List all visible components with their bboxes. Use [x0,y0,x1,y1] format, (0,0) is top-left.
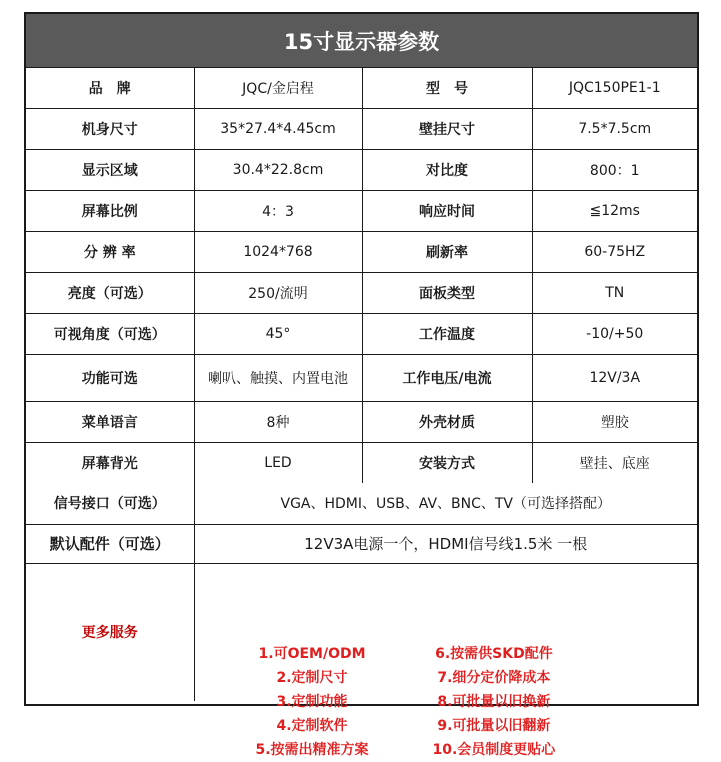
spec-table [26,68,697,759]
services-cell [194,563,697,759]
spec-value: 45° [194,313,362,354]
spec-row [26,442,697,483]
spec-label: 显示区域 [26,149,194,190]
spec-label: 面板类型 [362,272,532,313]
spec-value: 800：1 [532,149,697,190]
spec-label: 工作温度 [362,313,532,354]
service-item: 7.细分定价降成本 [437,670,551,687]
spec-value: -10/+50 [532,313,697,354]
service-item: 9.可批量以旧翻新 [437,718,551,735]
spec-value: 1024*768 [194,231,362,272]
service-item: 2.定制尺寸 [276,670,348,687]
spec-label: 亮度（可选） [26,272,194,313]
service-item: 6.按需供SKD配件 [435,646,553,663]
spec-label: 对比度 [362,149,532,190]
spec-row [26,272,697,313]
spec-value: 250/流明 [194,272,362,313]
spec-value: 4：3 [194,190,362,231]
service-item: 10.会员制度更贴心 [432,742,556,759]
spec-label: 壁挂尺寸 [362,108,532,149]
spec-label: 刷新率 [362,231,532,272]
spec-label: 机身尺寸 [26,108,194,149]
spec-label: 外壳材质 [362,401,532,442]
spec-row [26,401,697,442]
accessories-label: 默认配件（可选） [26,524,194,563]
spec-row [26,68,697,108]
accessories-value: 12V3A电源一个，HDMI信号线1.5米 一根 [194,524,697,563]
spec-label: 可视角度（可选） [26,313,194,354]
services-left-list [256,642,369,762]
spec-label: 型 号 [362,68,532,108]
spec-value: 壁挂、底座 [532,442,697,483]
spec-label: 响应时间 [362,190,532,231]
spec-value: 60-75HZ [532,231,697,272]
services-right-list [433,642,556,762]
signal-value: VGA、HDMI、USB、AV、BNC、TV（可选择搭配） [194,483,697,524]
spec-value: 30.4*22.8cm [194,149,362,190]
service-item: 1.可OEM/ODM [258,646,366,663]
spec-label: 分 辨 率 [26,231,194,272]
spec-value: 塑胶 [532,401,697,442]
signal-label: 信号接口（可选） [26,483,194,524]
spec-sheet [24,12,699,759]
spec-row [26,313,697,354]
service-item: 8.可批量以旧换新 [437,694,551,711]
spec-label: 屏幕背光 [26,442,194,483]
signal-row [26,483,697,524]
accessories-row [26,524,697,563]
spec-row [26,354,697,401]
spec-row [26,231,697,272]
spec-value: 喇叭、触摸、内置电池 [194,354,362,401]
spec-label: 屏幕比例 [26,190,194,231]
spec-value: TN [532,272,697,313]
services-row [26,563,697,701]
spec-value: LED [194,442,362,483]
spec-label: 品 牌 [26,68,194,108]
spec-value: 7.5*7.5cm [532,108,697,149]
service-item: 5.按需出精准方案 [255,742,369,759]
spec-value: 35*27.4*4.45cm [194,108,362,149]
spec-row [26,108,697,149]
services-label: 更多服务 [26,563,194,701]
service-item: 4.定制软件 [276,718,348,735]
spec-row [26,190,697,231]
spec-value: 12V/3A [532,354,697,401]
spec-value: 8种 [194,401,362,442]
spec-label: 安装方式 [362,442,532,483]
sheet-title: 15寸显示器参数 [26,14,697,68]
spec-value: ≦12ms [532,190,697,231]
spec-row [26,149,697,190]
spec-label: 菜单语言 [26,401,194,442]
spec-label: 工作电压/电流 [362,354,532,401]
spec-value: JQC/金启程 [194,68,362,108]
service-item: 3.定制功能 [276,694,348,711]
spec-value: JQC150PE1-1 [532,68,697,108]
spec-label: 功能可选 [26,354,194,401]
